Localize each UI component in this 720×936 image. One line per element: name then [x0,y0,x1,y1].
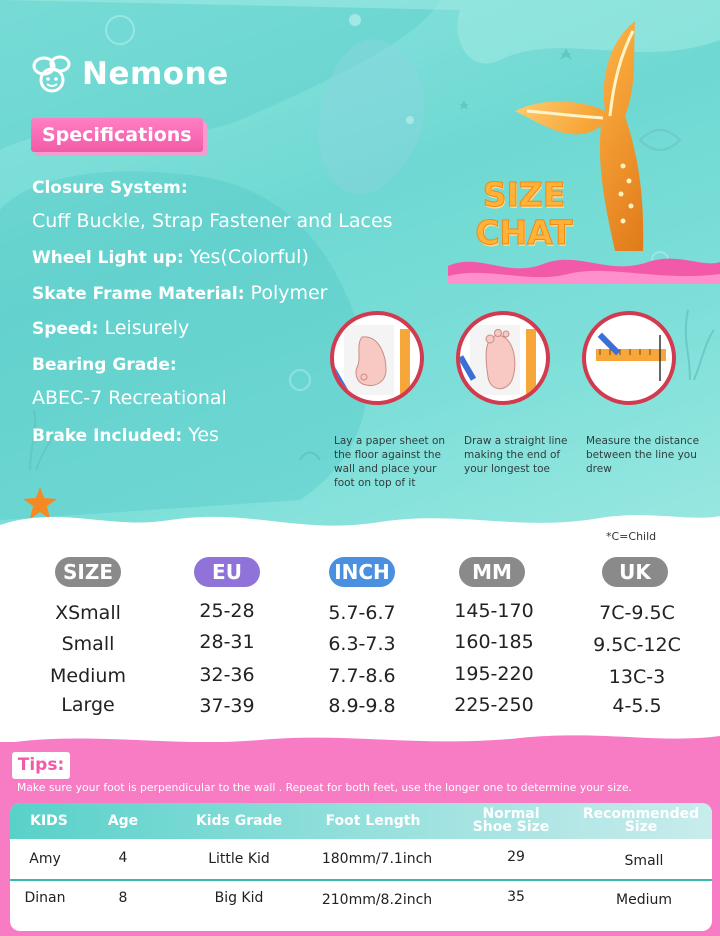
bearing-label: Bearing Grade: [32,355,177,375]
wheel-line [32,246,309,268]
pink-wave-decoration [448,252,720,284]
eu-medium: 32-36 [199,664,255,686]
closure-value: Cuff Buckle, Strap Fastener and Laces [32,210,393,232]
kids-header-recommended: Recommended Size [582,806,700,835]
kids-example-table [10,803,712,931]
header-uk: UK [602,557,668,587]
foot-on-paper-icon [334,315,420,401]
kid2-foot-length: 210mm/8.2inch [321,892,433,908]
brand-name: Nemone [82,56,229,92]
size-chat-line1: SIZE [482,175,566,214]
mm-xsmall: 145-170 [454,600,534,622]
brake-value: Yes [188,424,219,446]
inch-large: 8.9-9.8 [328,695,396,717]
eu-xsmall: 25-28 [199,600,255,622]
size-small: Small [61,633,115,655]
uk-xsmall: 7C-9.5C [599,602,675,624]
header-mm: MM [459,557,525,587]
child-size-note: *C=Child [606,530,657,543]
brake-line [32,424,219,446]
eu-small: 28-31 [199,631,255,653]
kid1-grade: Little Kid [208,851,270,867]
bearing-value: ABEC-7 Recreational [32,387,227,409]
step3-text: Measure the distance between the line you drew [586,435,700,475]
speed-value: Leisurely [104,317,190,339]
frame-line [32,282,327,304]
size-large: Large [61,694,115,716]
kids-header-kids: KIDS [30,812,68,829]
step2-text: Draw a straight line making the end of your longest toe [464,435,568,475]
tips-text: Make sure your foot is perpendicular to the wall . Repeat for both feet, use the longer one to determine your size. [17,781,632,794]
tips-label: Tips: [12,752,70,779]
frame-label: Skate Frame Material: [32,284,245,304]
kid2-normal-size: 35 [507,889,525,905]
header-inch: INCH [329,557,395,587]
kid2-recommended: Medium [616,892,672,908]
eu-large: 37-39 [199,695,255,717]
speed-label: Speed: [32,319,99,339]
size-chat-line2: CHAT [475,213,573,252]
kid2-grade: Big Kid [214,890,264,906]
kids-header-age: Age [107,812,139,829]
measure-ruler-icon [586,315,672,401]
specifications-title: Specifications [31,118,203,152]
uk-small: 9.5C-12C [593,634,681,656]
inch-xsmall: 5.7-6.7 [328,602,396,624]
mm-large: 225-250 [454,694,534,716]
closure-value-line [32,210,393,232]
closure-label: Closure System: [32,178,188,198]
kid1-name: Amy [29,851,61,867]
closure-label-line [32,176,188,198]
kid1-age: 4 [118,850,128,866]
wheel-value: Yes(Colorful) [189,246,309,268]
kids-header-normal-size: Normal Shoe Size [472,806,550,835]
inch-small: 6.3-7.3 [328,633,396,655]
size-xsmall: XSmall [55,602,121,624]
kids-header-foot-length: Foot Length [325,812,421,829]
mm-small: 160-185 [454,631,534,653]
header-size: SIZE [55,557,121,587]
kid1-foot-length: 180mm/7.1inch [321,851,433,867]
kid2-name: Dinan [24,890,66,906]
bearing-value-line [32,387,227,409]
step2-illustration [456,311,550,405]
uk-large: 4-5.5 [612,695,662,717]
bearing-label-line [32,353,177,375]
kid2-age: 8 [118,890,128,906]
size-chat-title [468,176,580,252]
header-eu: EU [194,557,260,587]
foot-toe-line-icon [460,315,546,401]
step1-text: Lay a paper sheet on the floor against the wall and place your foot on top of it [334,435,446,489]
bee-logo-icon [30,54,78,94]
kids-header-grade: Kids Grade [195,812,283,829]
mm-medium: 195-220 [454,663,534,685]
size-medium: Medium [50,665,126,687]
step3-illustration [582,311,676,405]
kid1-recommended: Small [624,853,664,869]
uk-medium: 13C-3 [608,666,666,688]
brake-label: Brake Included: [32,426,183,446]
wheel-label: Wheel Light up: [32,248,184,268]
kid1-normal-size: 29 [507,849,525,865]
frame-value: Polymer [250,282,328,304]
brand-header [30,52,229,96]
inch-medium: 7.7-8.6 [328,665,396,687]
speed-line [32,317,189,339]
kids-table-header [10,803,712,839]
row-divider [10,879,712,881]
step1-illustration [330,311,424,405]
